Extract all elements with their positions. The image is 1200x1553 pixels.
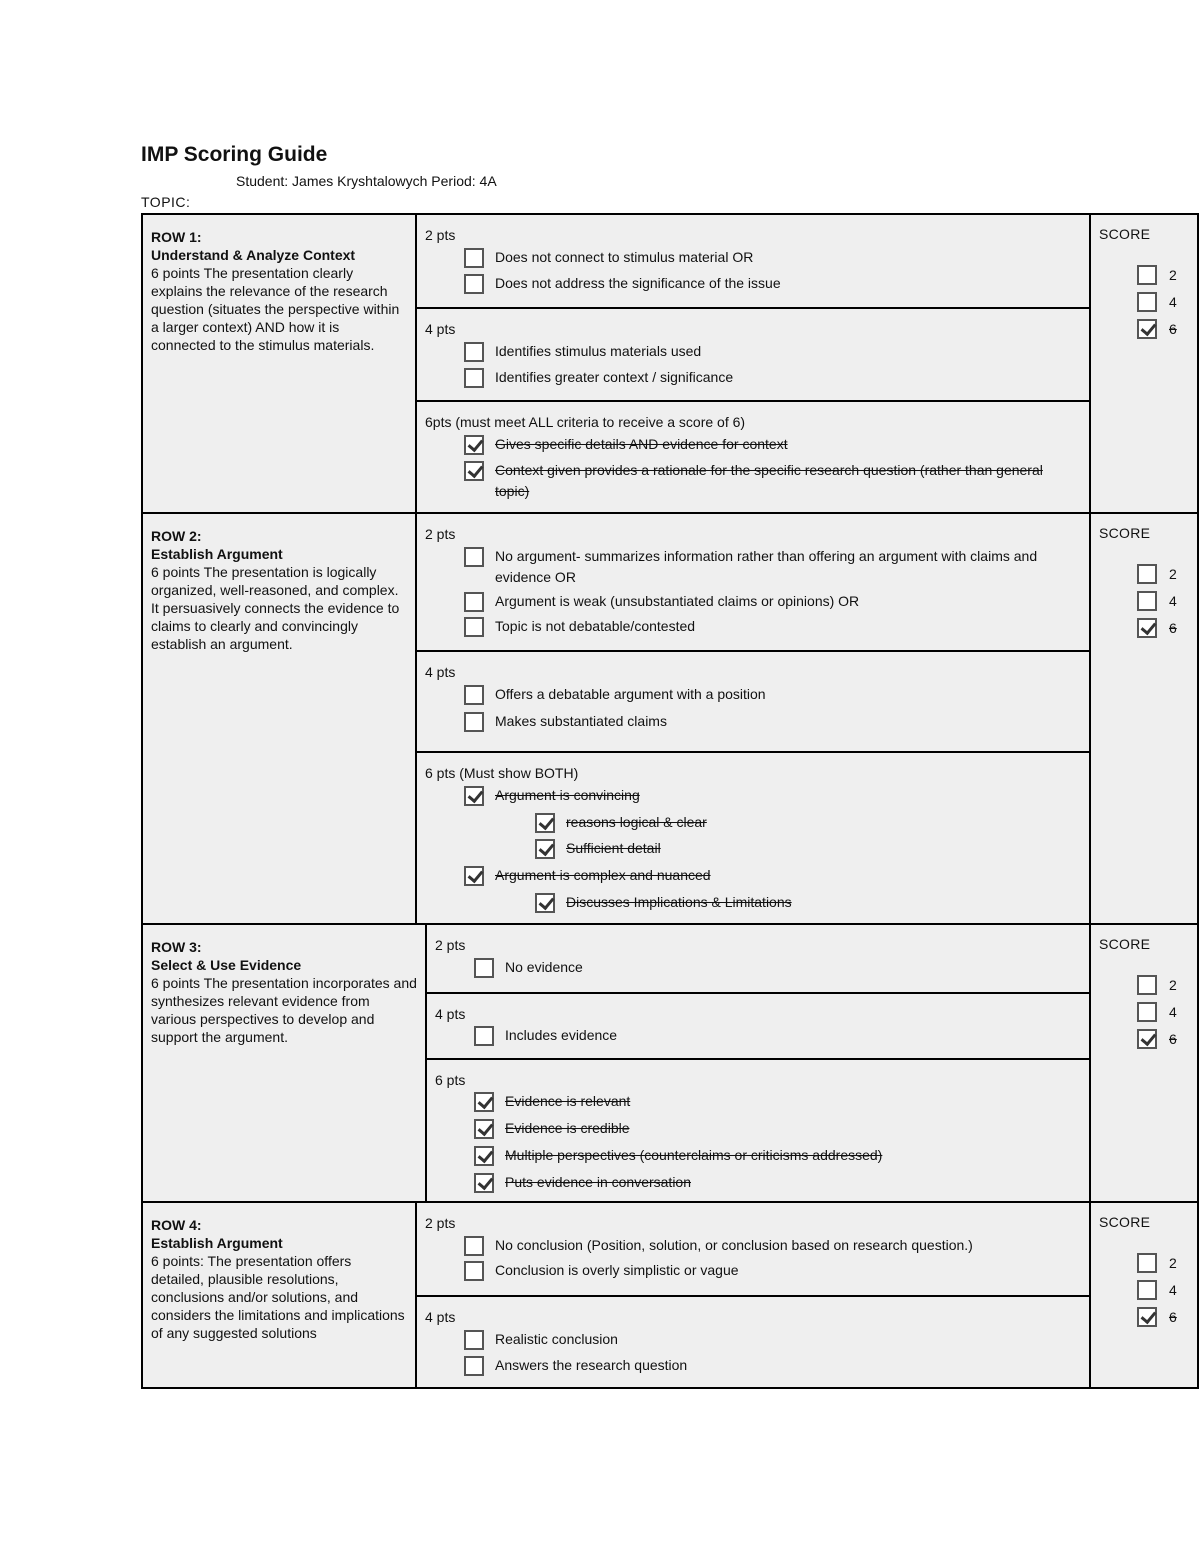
score-option-4 [1137, 1002, 1177, 1022]
score-option-2 [1137, 564, 1177, 584]
points-section [417, 650, 1089, 751]
score-column [1089, 215, 1197, 512]
section-heading: 6pts (must meet ALL criteria to receive a score of 6) [425, 414, 746, 430]
score-option-2 [1137, 975, 1177, 995]
item-text: Evidence is relevant [505, 1093, 631, 1109]
score-value: 4 [1169, 593, 1177, 609]
score-checkbox-checked[interactable] [1137, 1307, 1157, 1327]
checkbox[interactable] [464, 342, 484, 362]
row-title: Select & Use Evidence [151, 957, 302, 973]
checkbox[interactable] [464, 592, 484, 612]
section-heading: 2 pts [425, 526, 456, 542]
item-text: Answers the research question [495, 1357, 688, 1373]
score-option-4 [1137, 591, 1177, 611]
item-text: Sufficient detail [566, 840, 661, 856]
scoring-table [141, 213, 1199, 1389]
item-text: Topic is not debatable/contested [495, 618, 696, 634]
checklist-item [464, 1355, 687, 1376]
checklist-item [464, 546, 1084, 588]
checklist-item [464, 616, 695, 637]
item-text: Argument is weak (unsubstantiated claims or opinions) OR [495, 593, 860, 609]
checkbox[interactable] [464, 617, 484, 637]
checklist-item [474, 1025, 617, 1046]
item-text: Makes substantiated claims [495, 713, 667, 729]
score-label: SCORE [1099, 525, 1151, 541]
checkbox-checked[interactable] [464, 435, 484, 455]
checklist-item [474, 957, 583, 978]
section-heading: 4 pts [425, 1309, 456, 1325]
checklist-sub-item [535, 812, 707, 833]
section-heading: 4 pts [435, 1006, 466, 1022]
checklist-item [464, 1235, 973, 1256]
points-section [417, 1203, 1089, 1295]
points-section [427, 1058, 1089, 1203]
score-checkbox[interactable] [1137, 292, 1157, 312]
item-text: Includes evidence [505, 1027, 618, 1043]
row-checklist [417, 215, 1089, 512]
section-heading: 4 pts [425, 664, 456, 680]
item-text: Identifies stimulus materials used [495, 343, 702, 359]
checkbox-checked[interactable] [535, 893, 555, 913]
item-text: Identifies greater context / significance [495, 369, 734, 385]
score-label: SCORE [1099, 226, 1151, 242]
item-text: Gives specific details AND evidence for context [495, 436, 788, 452]
row-description: 6 points The presentation incorporates and synthesizes relevant evidence from various perspectives to develop and support the argument. [151, 975, 417, 1045]
score-checkbox-checked[interactable] [1137, 1029, 1157, 1049]
item-text: Discusses Implications & Limitations [566, 894, 792, 910]
points-section [427, 925, 1089, 992]
points-section [417, 514, 1089, 650]
item-text: No conclusion (Position, solution, or conclusion based on research question.) [495, 1237, 973, 1253]
item-text: Does not connect to stimulus material OR [495, 249, 754, 265]
points-section [417, 1295, 1089, 1389]
rubric-row-2 [143, 512, 1197, 923]
rubric-row-3 [143, 923, 1197, 1201]
score-label: SCORE [1099, 1214, 1151, 1230]
checkbox[interactable] [464, 1356, 484, 1376]
score-checkbox[interactable] [1137, 1280, 1157, 1300]
score-checkbox[interactable] [1137, 564, 1157, 584]
score-checkbox-checked[interactable] [1137, 618, 1157, 638]
points-section [427, 992, 1089, 1058]
points-section [417, 307, 1089, 400]
checklist-item [464, 1260, 739, 1281]
item-text: Evidence is credible [505, 1120, 630, 1136]
score-value: 6 [1169, 1031, 1177, 1047]
checkbox[interactable] [464, 1330, 484, 1350]
checklist-item [464, 1329, 618, 1350]
checkbox[interactable] [464, 274, 484, 294]
score-value: 4 [1169, 294, 1177, 310]
score-column [1089, 514, 1197, 923]
item-text: Argument is complex and nuanced [495, 867, 711, 883]
score-value: 2 [1169, 977, 1177, 993]
score-value: 4 [1169, 1282, 1177, 1298]
item-text: reasons logical & clear [566, 814, 707, 830]
item-text: Offers a debatable argument with a position [495, 686, 766, 702]
checklist-item [464, 785, 640, 806]
row-label: ROW 1: [151, 229, 202, 245]
row-description: 6 points The presentation is logically organized, well-reasoned, and complex. It persuasively connects the evidence to claims to clearly and convincingly establish an argument. [151, 564, 400, 652]
checkbox[interactable] [464, 368, 484, 388]
checkbox-checked[interactable] [535, 813, 555, 833]
item-text: Multiple perspectives (counterclaims or criticisms addressed) [505, 1147, 883, 1163]
student-info: Student: James Kryshtalowych Period: 4A [236, 173, 497, 189]
checklist-item [464, 367, 733, 388]
score-value: 6 [1169, 620, 1177, 636]
section-heading: 2 pts [425, 227, 456, 243]
row-description: 6 points: The presentation offers detailed, plausible resolutions, conclusions and/or solutions, and considers the limitations and implications of any suggested solutions [151, 1253, 405, 1341]
score-option-6 [1137, 1029, 1177, 1049]
checkbox-checked[interactable] [474, 1119, 494, 1139]
score-option-6 [1137, 319, 1177, 339]
checkbox[interactable] [474, 958, 494, 978]
checklist-item [464, 460, 1064, 502]
checkbox-checked[interactable] [474, 1173, 494, 1193]
row-label: ROW 3: [151, 939, 202, 955]
score-option-6 [1137, 618, 1177, 638]
item-text: Puts evidence in conversation [505, 1174, 691, 1190]
score-column [1089, 925, 1197, 1201]
score-option-6 [1137, 1307, 1177, 1327]
row-label: ROW 2: [151, 528, 202, 544]
row-title: Establish Argument [151, 546, 283, 562]
score-value: 6 [1169, 1309, 1177, 1325]
row-title: Establish Argument [151, 1235, 283, 1251]
section-heading: 6 pts [435, 1072, 466, 1088]
item-text: Context given provides a rationale for the specific research question (rather than general topic) [495, 462, 1043, 499]
item-text: Conclusion is overly simplistic or vague [495, 1262, 739, 1278]
checklist-item [474, 1145, 882, 1166]
checklist-sub-item [535, 892, 792, 913]
checklist-item [474, 1091, 630, 1112]
section-heading: 4 pts [425, 321, 456, 337]
row-checklist [417, 1203, 1089, 1387]
page-title: IMP Scoring Guide [141, 143, 328, 166]
checkbox[interactable] [474, 1026, 494, 1046]
score-option-4 [1137, 1280, 1177, 1300]
points-section [417, 751, 1089, 925]
checklist-item [464, 711, 667, 732]
checkbox-checked[interactable] [464, 866, 484, 886]
row-description: 6 points The presentation clearly explains the relevance of the research question (situates the perspective within a larger context) AND how it is connected to the stimulus materials. [151, 265, 400, 353]
row-criteria [143, 514, 417, 923]
row-label: ROW 4: [151, 1217, 202, 1233]
score-checkbox[interactable] [1137, 975, 1157, 995]
points-section [417, 400, 1089, 512]
points-section [417, 215, 1089, 307]
score-checkbox-checked[interactable] [1137, 319, 1157, 339]
score-label: SCORE [1099, 936, 1151, 952]
checkbox-checked[interactable] [464, 786, 484, 806]
checklist-item [464, 591, 859, 612]
score-value: 2 [1169, 566, 1177, 582]
checkbox[interactable] [464, 248, 484, 268]
item-text: Argument is convincing [495, 787, 640, 803]
row-criteria [143, 1203, 417, 1387]
topic-label: TOPIC: [141, 194, 191, 210]
score-checkbox[interactable] [1137, 1253, 1157, 1273]
rubric-row-1 [143, 215, 1197, 512]
section-heading: 2 pts [435, 937, 466, 953]
checkbox-checked[interactable] [464, 461, 484, 481]
score-checkbox[interactable] [1137, 591, 1157, 611]
row-title: Understand & Analyze Context [151, 247, 356, 263]
checkbox[interactable] [464, 1261, 484, 1281]
checklist-item [474, 1118, 630, 1139]
section-heading: 6 pts (Must show BOTH) [425, 765, 579, 781]
checklist-sub-item [535, 838, 661, 859]
row-criteria [143, 215, 417, 512]
checklist-item [464, 273, 781, 294]
checkbox-checked[interactable] [535, 839, 555, 859]
checkbox[interactable] [464, 685, 484, 705]
checkbox-checked[interactable] [474, 1146, 494, 1166]
checkbox[interactable] [464, 712, 484, 732]
score-checkbox[interactable] [1137, 265, 1157, 285]
section-heading: 2 pts [425, 1215, 456, 1231]
checklist-item [464, 434, 788, 455]
item-text: Realistic conclusion [495, 1331, 618, 1347]
row-checklist [417, 514, 1089, 923]
item-text: No argument- summarizes information rather than offering an argument with claims and evidence OR [495, 548, 1038, 585]
checkbox-checked[interactable] [474, 1092, 494, 1112]
checklist-item [464, 684, 766, 705]
checklist-item [464, 865, 711, 886]
row-criteria [143, 925, 427, 1201]
checkbox[interactable] [464, 1236, 484, 1256]
score-option-4 [1137, 292, 1177, 312]
score-value: 2 [1169, 267, 1177, 283]
score-option-2 [1137, 265, 1177, 285]
score-checkbox[interactable] [1137, 1002, 1157, 1022]
rubric-row-4 [143, 1201, 1197, 1387]
checklist-item [464, 247, 753, 268]
checkbox[interactable] [464, 547, 484, 567]
item-text: Does not address the significance of the issue [495, 275, 781, 291]
score-column [1089, 1203, 1197, 1387]
score-value: 2 [1169, 1255, 1177, 1271]
score-value: 4 [1169, 1004, 1177, 1020]
checklist-item [464, 341, 701, 362]
score-option-2 [1137, 1253, 1177, 1273]
row-checklist [427, 925, 1089, 1201]
item-text: No evidence [505, 959, 583, 975]
checklist-item [474, 1172, 691, 1193]
score-value: 6 [1169, 321, 1177, 337]
